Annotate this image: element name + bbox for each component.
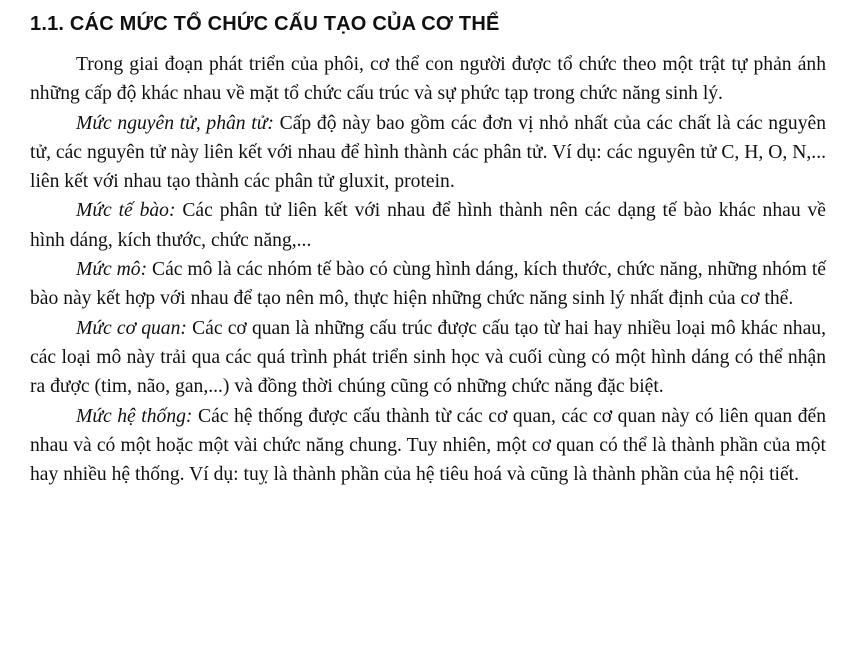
paragraph-text: Các cơ quan là những cấu trúc được cấu tạo từ hai hay nhiều loại mô khác nhau, các loại mô này trải qua các quá trình phát triển sinh học và cuối cùng có một hình dáng có thể nhận ra được (tim, não, gan,...) và đồng thời chúng cũng có những chức năng đặc biệt. (30, 317, 826, 398)
paragraph-lead-term: Mức nguyên tử, phân tử: (76, 112, 274, 134)
paragraph-lead-term: Mức hệ thống: (76, 405, 193, 427)
paragraph-system-level (30, 402, 826, 490)
body-text (30, 50, 826, 489)
paragraph-lead-term: Mức tế bào: (76, 200, 176, 222)
paragraph-tissue-level (30, 255, 826, 314)
paragraph-text: Cấp độ này bao gồm các đơn vị nhỏ nhất của các chất là các nguyên tử, các nguyên tử này liên kết với nhau để hình thành các phân tử. Ví dụ: các nguyên tử C, H, O, N,... liên kết với nhau tạo thành các phân tử gluxit, protein. (30, 112, 826, 193)
paragraph-text: Trong giai đoạn phát triển của phôi, cơ thể con người được tổ chức theo một trật tự phản ánh những cấp độ khác nhau về mặt tổ chức cấu trúc và sự phức tạp trong chức năng sinh lý. (30, 54, 826, 105)
paragraph-organ-level (30, 314, 826, 402)
paragraph-lead-term: Mức cơ quan: (76, 317, 187, 339)
paragraph-text: Các mô là các nhóm tế bào có cùng hình dáng, kích thước, chức năng, những nhóm tế bào này kết hợp với nhau để tạo nên mô, thực hiện những chức năng sinh lý nhất định của cơ thể. (30, 259, 826, 310)
paragraph-text: Các phân tử liên kết với nhau để hình thành nên các dạng tế bào khác nhau về hình dáng, kích thước, chức năng,... (30, 200, 826, 251)
paragraph-text: Các hệ thống được cấu thành từ các cơ quan, các cơ quan này có liên quan đến nhau và có một hoặc một vài chức năng chung. Tuy nhiên, một cơ quan có thể là thành phần của một hay nhiều hệ thống. Ví dụ: tuỵ là thành phần của hệ tiêu hoá và cũng là thành phần của hệ nội tiết. (30, 405, 826, 486)
paragraph-intro (30, 50, 826, 109)
paragraph-lead-term: Mức mô: (76, 259, 148, 281)
section-heading: 1.1. CÁC MỨC TỔ CHỨC CẤU TẠO CỦA CƠ THỂ (30, 13, 500, 35)
paragraph-atomic-molecular-level (30, 109, 826, 197)
paragraph-cell-level (30, 196, 826, 255)
